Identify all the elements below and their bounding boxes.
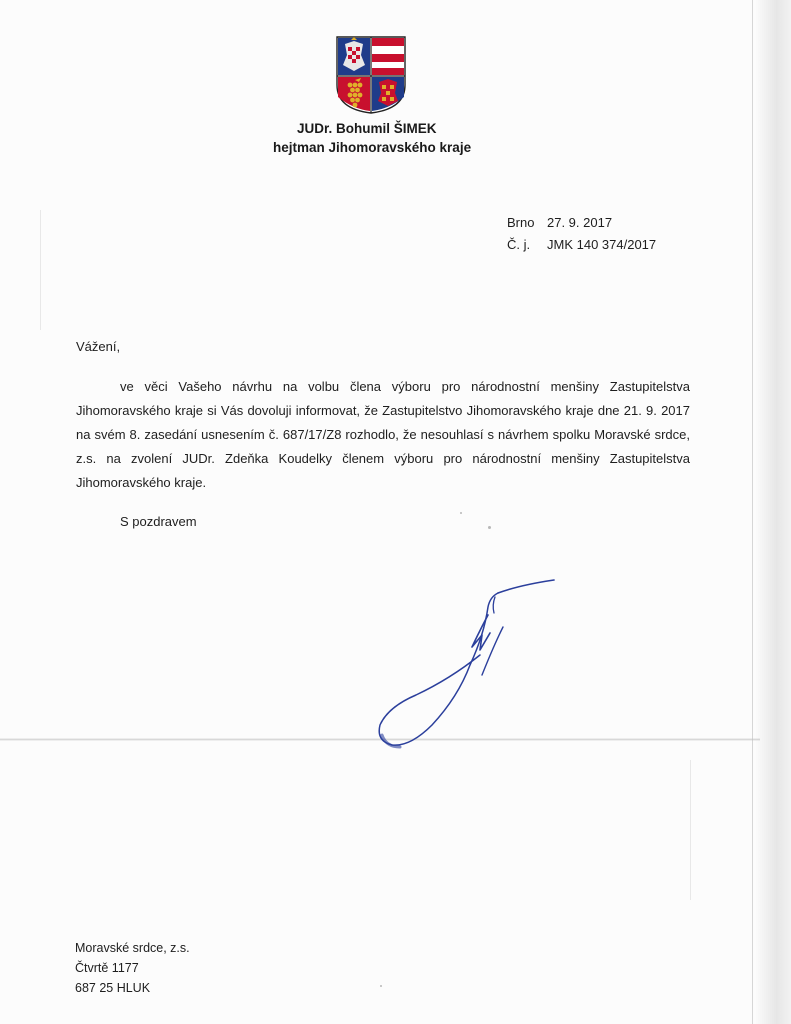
handwritten-signature-icon	[370, 575, 560, 760]
sender-title: hejtman Jihomoravského kraje	[273, 140, 472, 155]
closing: S pozdravem	[120, 514, 197, 529]
sender-name: JUDr. Bohumil ŠIMEK	[297, 121, 437, 136]
reference-line	[507, 237, 656, 252]
paper-crease	[690, 760, 691, 900]
recipient-street: Čtvrtě 1177	[75, 961, 139, 975]
reference-number: JMK 140 374/2017	[547, 237, 657, 252]
date-line	[507, 215, 612, 230]
paper-speck	[380, 985, 382, 987]
paper-speck	[460, 512, 462, 514]
salutation: Vážení,	[76, 339, 121, 354]
paper-crease	[40, 210, 41, 330]
reference-label: Č. j.	[507, 237, 531, 252]
place-label: Brno	[507, 215, 535, 230]
paper-speck	[488, 526, 491, 529]
recipient-city: 687 25 HLUK	[75, 981, 151, 995]
letter-date: 27. 9. 2017	[547, 215, 613, 230]
south-moravian-region-coat-of-arms-icon	[335, 35, 407, 115]
letter-body: ve věci Vašeho návrhu na volbu člena výboru pro národnostní menšiny Zastupitelstva Jihomoravského kraje si Vás dovoluji informovat, že Zastupitelstvo Jihomoravského kraje dne 21. 9. 2017 na svém 8. zasedání usnesením č. 687/17/Z8 rozhodlo, že nesouhlasí s návrhem spolku Moravské srdce, z.s. na zvolení JUDr. Zdeňka Koudelky členem výboru pro národnostní menšiny Zastupitelstva Jihomoravského kraje.	[76, 379, 690, 490]
recipient-address	[75, 938, 190, 998]
recipient-name: Moravské srdce, z.s.	[75, 941, 190, 955]
